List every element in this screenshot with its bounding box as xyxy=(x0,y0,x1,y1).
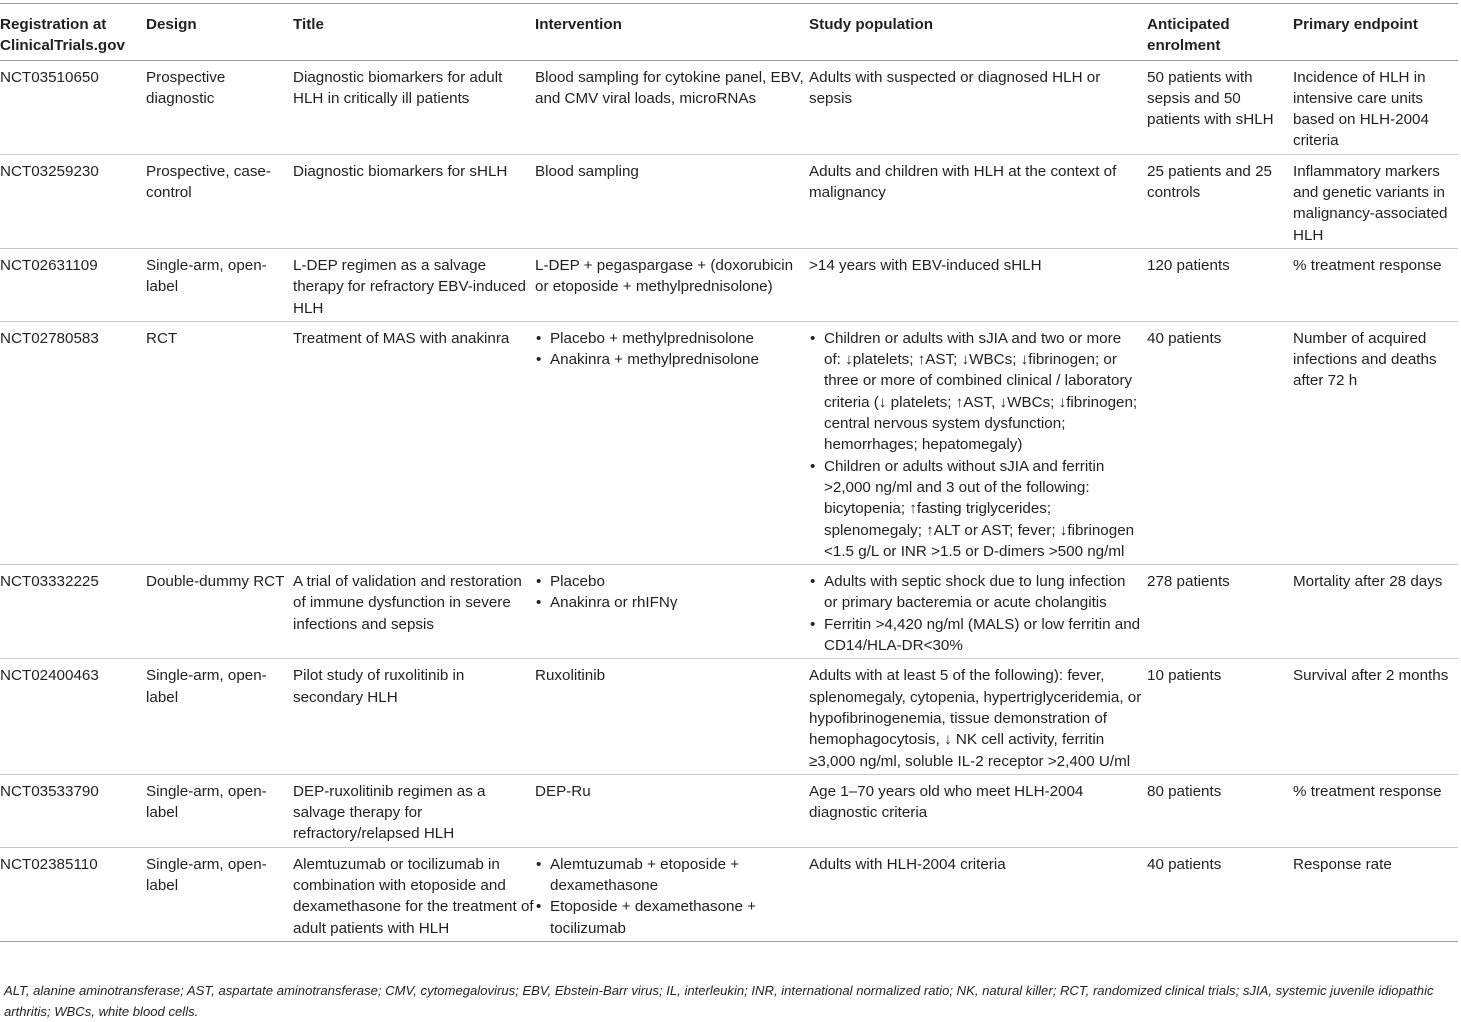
cell-design: Single-arm, open-label xyxy=(146,774,293,847)
cell-intervention xyxy=(535,565,809,659)
cell-design: Double-dummy RCT xyxy=(146,565,293,659)
cell-intervention xyxy=(535,847,809,941)
cell-enrolment: 80 patients xyxy=(1147,774,1293,847)
list-item: • Anakinra or rhIFNγ xyxy=(535,592,809,613)
list-item: • Etoposide + dexamethasone + tocilizumab xyxy=(535,896,809,939)
cell-title: Diagnostic biomarkers for adult HLH in critically ill patients xyxy=(293,60,535,154)
cell-title: Alemtuzumab or tocilizumab in combination with etoposide and dexamethasone for the treatment of adult patients with HLH xyxy=(293,847,535,941)
cell-design: Single-arm, open-label xyxy=(146,659,293,774)
header-primary-endpoint: Primary endpoint xyxy=(1293,4,1458,61)
cell-enrolment: 40 patients xyxy=(1147,847,1293,941)
cell-population: Adults with at least 5 of the following): fever, splenomegaly, cytopenia, hypertriglyceridemia, or hypofibrinogenemia, tissue demonstration of hemophagocytosis, ↓ NK cell activity, ferritin ≥3,000 ng/ml, soluble IL-2 receptor >2,400 U/ml xyxy=(809,659,1147,774)
cell-endpoint: Number of acquired infections and deaths after 72 h xyxy=(1293,321,1458,564)
cell-design: Prospective, case-control xyxy=(146,154,293,248)
table-row xyxy=(0,847,1458,941)
table-row xyxy=(0,659,1458,774)
header-anticipated-enrolment: Anticipated enrolment xyxy=(1147,4,1293,61)
cell-endpoint: Survival after 2 months xyxy=(1293,659,1458,774)
intervention-list xyxy=(535,571,809,614)
cell-registration: NCT03510650 xyxy=(0,60,146,154)
cell-enrolment: 278 patients xyxy=(1147,565,1293,659)
list-item: • Placebo xyxy=(535,571,809,592)
header-intervention: Intervention xyxy=(535,4,809,61)
cell-population: Adults with suspected or diagnosed HLH or sepsis xyxy=(809,60,1147,154)
population-list xyxy=(809,571,1147,656)
cell-endpoint: Mortality after 28 days xyxy=(1293,565,1458,659)
cell-registration: NCT02631109 xyxy=(0,248,146,321)
list-item: • Ferritin >4,420 ng/ml (MALS) or low ferritin and CD14/HLA-DR<30% xyxy=(809,614,1147,657)
cell-population: >14 years with EBV-induced sHLH xyxy=(809,248,1147,321)
cell-title: Pilot study of ruxolitinib in secondary HLH xyxy=(293,659,535,774)
cell-intervention xyxy=(535,321,809,564)
table-header xyxy=(0,4,1458,61)
cell-enrolment: 40 patients xyxy=(1147,321,1293,564)
cell-title: DEP-ruxolitinib regimen as a salvage therapy for refractory/relapsed HLH xyxy=(293,774,535,847)
list-item: • Children or adults without sJIA and ferritin >2,000 ng/ml and 3 out of the following: bicytopenia; ↑fasting triglycerides; splenomegaly; ↑ALT or AST; fever; ↓fibrinogen <1.5 g/L or INR >1.5 or D-dimers >500 ng/ml xyxy=(809,456,1147,562)
cell-intervention: Blood sampling xyxy=(535,154,809,248)
cell-registration: NCT02780583 xyxy=(0,321,146,564)
header-title: Title xyxy=(293,4,535,61)
cell-enrolment: 50 patients with sepsis and 50 patients with sHLH xyxy=(1147,60,1293,154)
cell-design: Single-arm, open-label xyxy=(146,248,293,321)
table-row xyxy=(0,774,1458,847)
cell-endpoint: % treatment response xyxy=(1293,248,1458,321)
table-footnote: ALT, alanine aminotransferase; AST, aspartate aminotransferase; CMV, cytomegalovirus; EBV, Ebstein-Barr virus; IL, interleukin; INR, international normalized ratio; NK, natural killer; RCT, randomized clinical trials; sJIA, systemic juvenile idiopathic arthritis; WBCs, white blood cells. xyxy=(4,983,1434,1019)
cell-title: A trial of validation and restoration of immune dysfunction in severe infections and sepsis xyxy=(293,565,535,659)
cell-registration: NCT03332225 xyxy=(0,565,146,659)
cell-population xyxy=(809,565,1147,659)
cell-population: Adults with HLH-2004 criteria xyxy=(809,847,1147,941)
cell-enrolment: 120 patients xyxy=(1147,248,1293,321)
cell-intervention: Ruxolitinib xyxy=(535,659,809,774)
cell-registration: NCT03533790 xyxy=(0,774,146,847)
cell-design: Prospective diagnostic xyxy=(146,60,293,154)
cell-title: L-DEP regimen as a salvage therapy for refractory EBV-induced HLH xyxy=(293,248,535,321)
cell-endpoint: Response rate xyxy=(1293,847,1458,941)
cell-intervention: L-DEP + pegaspargase + (doxorubicin or etoposide + methylprednisolone) xyxy=(535,248,809,321)
table-body xyxy=(0,60,1458,941)
intervention-list xyxy=(535,854,809,939)
list-item: • Adults with septic shock due to lung infection or primary bacteremia or acute cholangitis xyxy=(809,571,1147,614)
cell-endpoint: % treatment response xyxy=(1293,774,1458,847)
cell-registration: NCT02400463 xyxy=(0,659,146,774)
population-list xyxy=(809,328,1147,562)
cell-population xyxy=(809,321,1147,564)
header-study-population: Study population xyxy=(809,4,1147,61)
cell-title: Treatment of MAS with anakinra xyxy=(293,321,535,564)
table-row xyxy=(0,248,1458,321)
table-row xyxy=(0,321,1458,564)
cell-design: Single-arm, open-label xyxy=(146,847,293,941)
cell-enrolment: 10 patients xyxy=(1147,659,1293,774)
table-row xyxy=(0,565,1458,659)
cell-population: Age 1–70 years old who meet HLH-2004 diagnostic criteria xyxy=(809,774,1147,847)
list-item: • Alemtuzumab + etoposide + dexamethasone xyxy=(535,854,809,897)
table-row xyxy=(0,154,1458,248)
cell-enrolment: 25 patients and 25 controls xyxy=(1147,154,1293,248)
cell-design: RCT xyxy=(146,321,293,564)
cell-registration: NCT02385110 xyxy=(0,847,146,941)
list-item: • Children or adults with sJIA and two or more of: ↓platelets; ↑AST; ↓WBCs; ↓fibrinogen; or three or more of combined clinical / laboratory criteria (↓ platelets; ↑AST, ↓WBCs; ↓fibrinogen; central nervous system dysfunction; hemorrhages; hepatomegaly) xyxy=(809,328,1147,456)
list-item: • Anakinra + methylprednisolone xyxy=(535,349,809,370)
cell-intervention: Blood sampling for cytokine panel, EBV, and CMV viral loads, microRNAs xyxy=(535,60,809,154)
cell-endpoint: Incidence of HLH in intensive care units based on HLH-2004 criteria xyxy=(1293,60,1458,154)
header-registration: Registration at ClinicalTrials.gov xyxy=(0,4,146,61)
table-row xyxy=(0,60,1458,154)
cell-registration: NCT03259230 xyxy=(0,154,146,248)
header-design: Design xyxy=(146,4,293,61)
clinical-trials-table xyxy=(0,3,1458,942)
header-row xyxy=(0,4,1458,61)
cell-title: Diagnostic biomarkers for sHLH xyxy=(293,154,535,248)
cell-intervention: DEP-Ru xyxy=(535,774,809,847)
list-item: • Placebo + methylprednisolone xyxy=(535,328,809,349)
cell-population: Adults and children with HLH at the context of malignancy xyxy=(809,154,1147,248)
intervention-list xyxy=(535,328,809,371)
cell-endpoint: Inflammatory markers and genetic variants in malignancy-associated HLH xyxy=(1293,154,1458,248)
